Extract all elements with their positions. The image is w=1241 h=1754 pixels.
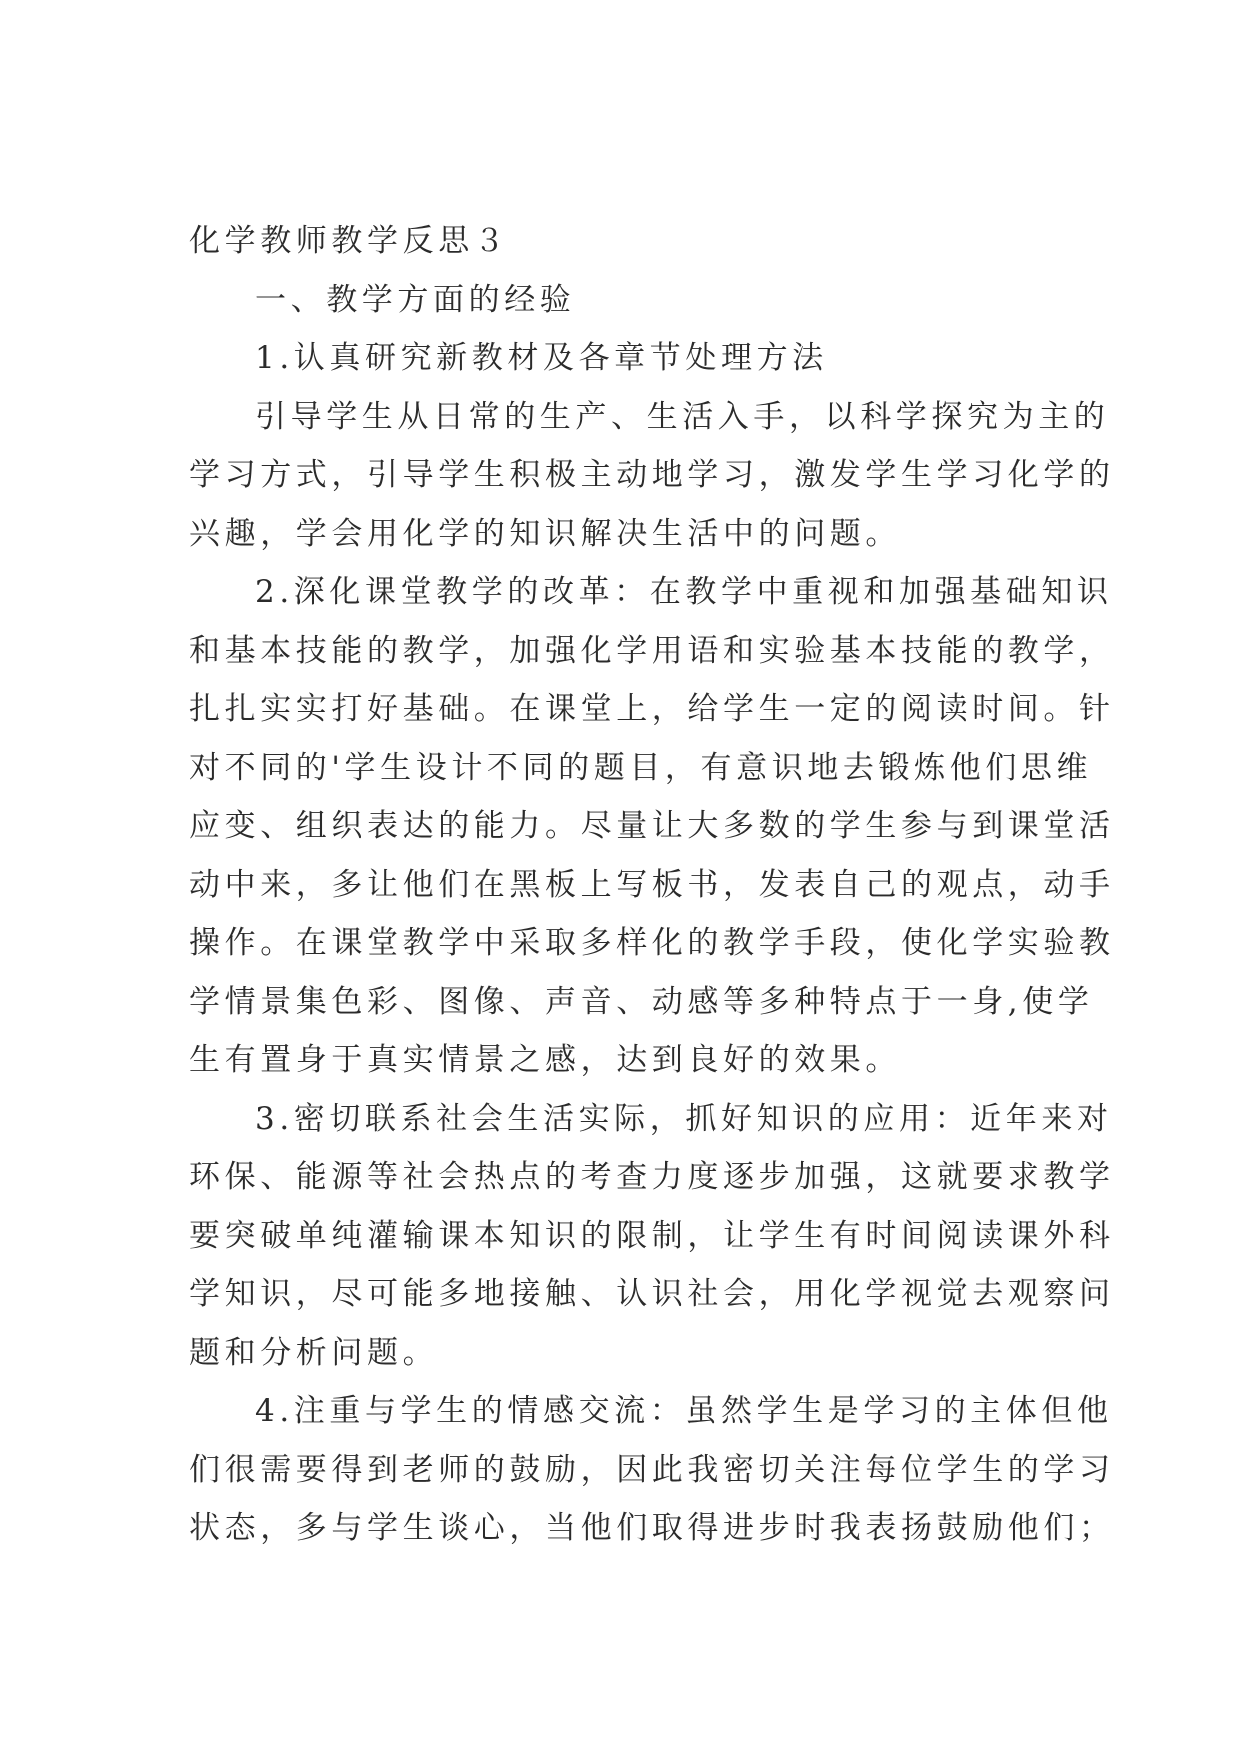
document-body — [189, 212, 1115, 1558]
text-line: 应变、组织表达的能力。尽量让大多数的学生参与到课堂活 — [189, 808, 1115, 844]
text-line: 对不同的'学生设计不同的题目，有意识地去锻炼他们思维 — [189, 749, 1093, 786]
text-line: 和基本技能的教学，加强化学用语和实验基本技能的教学， — [189, 632, 1115, 669]
text-line: 动中来，多让他们在黑板上写板书，发表自己的观点，动手 — [189, 866, 1115, 903]
text-line: 学习方式，引导学生积极主动地学习，激发学生学习化学的 — [189, 457, 1115, 493]
text-line: 题和分析问题。 — [189, 1334, 439, 1371]
text-line: 学情景集色彩、图像、声音、动感等多种特点于一身,使学 — [189, 983, 1094, 1020]
text-line: 1.认真研究新教材及各章节处理方法 — [255, 340, 828, 376]
text-line: 4.注重与学生的情感交流：虽然学生是学习的主体但他 — [255, 1393, 1113, 1429]
document-title: 化学教师教学反思３ — [189, 223, 510, 259]
text-line: 操作。在课堂教学中采取多样化的教学手段，使化学实验教 — [189, 925, 1115, 961]
text-line: 们很需要得到老师的鼓励，因此我密切关注每位学生的学习 — [189, 1451, 1115, 1488]
text-line: 环保、能源等社会热点的考查力度逐步加强，这就要求教学 — [189, 1159, 1115, 1195]
text-line: 生有置身于真实情景之感，达到良好的效果。 — [189, 1042, 901, 1078]
document-lines — [189, 271, 1115, 1558]
text-line: 一、教学方面的经验 — [255, 281, 576, 318]
text-line: 2.深化课堂教学的改革：在教学中重视和加强基础知识 — [255, 574, 1113, 610]
text-line: 状态，多与学生谈心，当他们取得进步时我表扬鼓励他们； — [189, 1510, 1115, 1546]
text-line: 3.密切联系社会生活实际，抓好知识的应用：近年来对 — [255, 1100, 1113, 1137]
text-line: 学知识，尽可能多地接触、认识社会，用化学视觉去观察问 — [189, 1276, 1115, 1312]
text-line: 扎扎实实打好基础。在课堂上，给学生一定的阅读时间。针 — [189, 691, 1115, 727]
text-line: 要突破单纯灌输课本知识的限制，让学生有时间阅读课外科 — [189, 1217, 1115, 1254]
text-line: 兴趣，学会用化学的知识解决生活中的问题。 — [189, 515, 901, 552]
text-line: 引导学生从日常的生产、生活入手，以科学探究为主的 — [255, 398, 1110, 435]
